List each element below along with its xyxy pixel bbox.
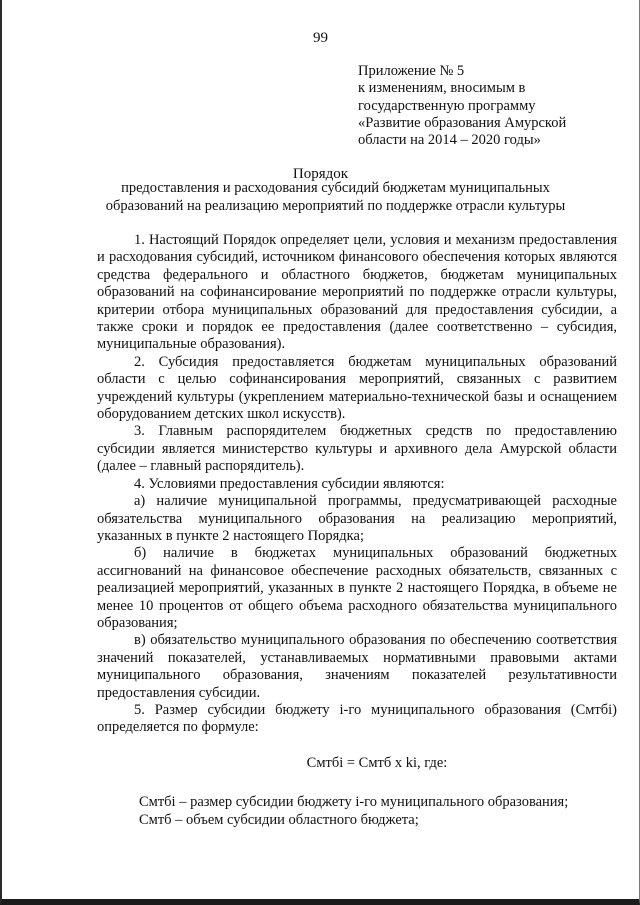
paragraph-3: 3. Главным распорядителем бюджетных средств по предоставлению субсидии является министерство культуры и архивного дела Амурской области (далее – главный распорядитель). <box>97 423 617 475</box>
formula: Смтбi = Смтб x ki, где: <box>306 754 448 771</box>
paragraph-5: 5. Размер субсидии бюджету i-го муниципального образования (Смтбi) определяется по формуле: <box>97 701 617 736</box>
appendix-line: к изменениям, вносимым в <box>358 80 526 97</box>
definition-line: Смтб – объем субсидии областного бюджета; <box>139 811 419 828</box>
page-number: 99 <box>313 30 328 46</box>
paragraph-2: 2. Субсидия предоставляется бюджетам муниципальных образований области с целью софинансирования мероприятий, связанных с развитием учреждений культуры (укреплением материально-технической базы и оснащением оборудованием детских школ искусств). <box>97 353 617 423</box>
document-body <box>97 232 617 829</box>
subtitle-line: образований на реализацию мероприятий по поддержке отрасли культуры <box>105 197 566 214</box>
paragraph-4b: б) наличие в бюджетах муниципальных образований бюджетных ассигнований на финансовое обеспечение расходных обязательств, связанных с реализацией мероприятий, указанных в пункте 2 настоящего Порядка, в объеме не менее 10 процентов от общего объема расходного обязательства муниципального образования; <box>97 545 617 631</box>
appendix-line: Приложение № 5 <box>358 63 465 79</box>
appendix-block <box>358 63 608 149</box>
document-subtitle <box>62 180 609 215</box>
appendix-line: «Развитие образования Амурской <box>358 114 567 131</box>
paragraph-4a: а) наличие муниципальной программы, предусматривающей расходные обязательства муниципального образования на реализацию мероприятий, указанных в пункте 2 настоящего Порядка; <box>97 493 617 544</box>
subtitle-line: предоставления и расходования субсидий бюджетам муниципальных <box>121 180 550 196</box>
appendix-line: государственную программу <box>358 97 536 114</box>
document-title: Порядок <box>292 166 349 182</box>
definition-line: Смтбi – размер субсидии бюджету i-го муниципального образования; <box>139 794 569 811</box>
appendix-line: области на 2014 – 2020 годы» <box>358 132 541 149</box>
paragraph-4: 4. Условиями предоставления субсидии являются: <box>134 475 445 492</box>
paragraph-1: 1. Настоящий Порядок определяет цели, условия и механизм предоставления и расходования субсидий, источником финансового обеспечения которых являются средства федерального и областного бюджетов, бюджетам муниципальных образований на софинансирование мероприятий по поддержке отрасли культуры, критерии отбора муниципальных образований для предоставления субсидии, а также сроки и порядок ее предоставления (далее соответственно – субсидия, муниципальные образования). <box>97 232 617 353</box>
paragraph-4c: в) обязательство муниципального образования по обеспечению соответствия значений показателей, устанавливаемых нормативными правовыми актами муниципального образования, значениям показателей результативности предоставления субсидии. <box>97 632 617 701</box>
